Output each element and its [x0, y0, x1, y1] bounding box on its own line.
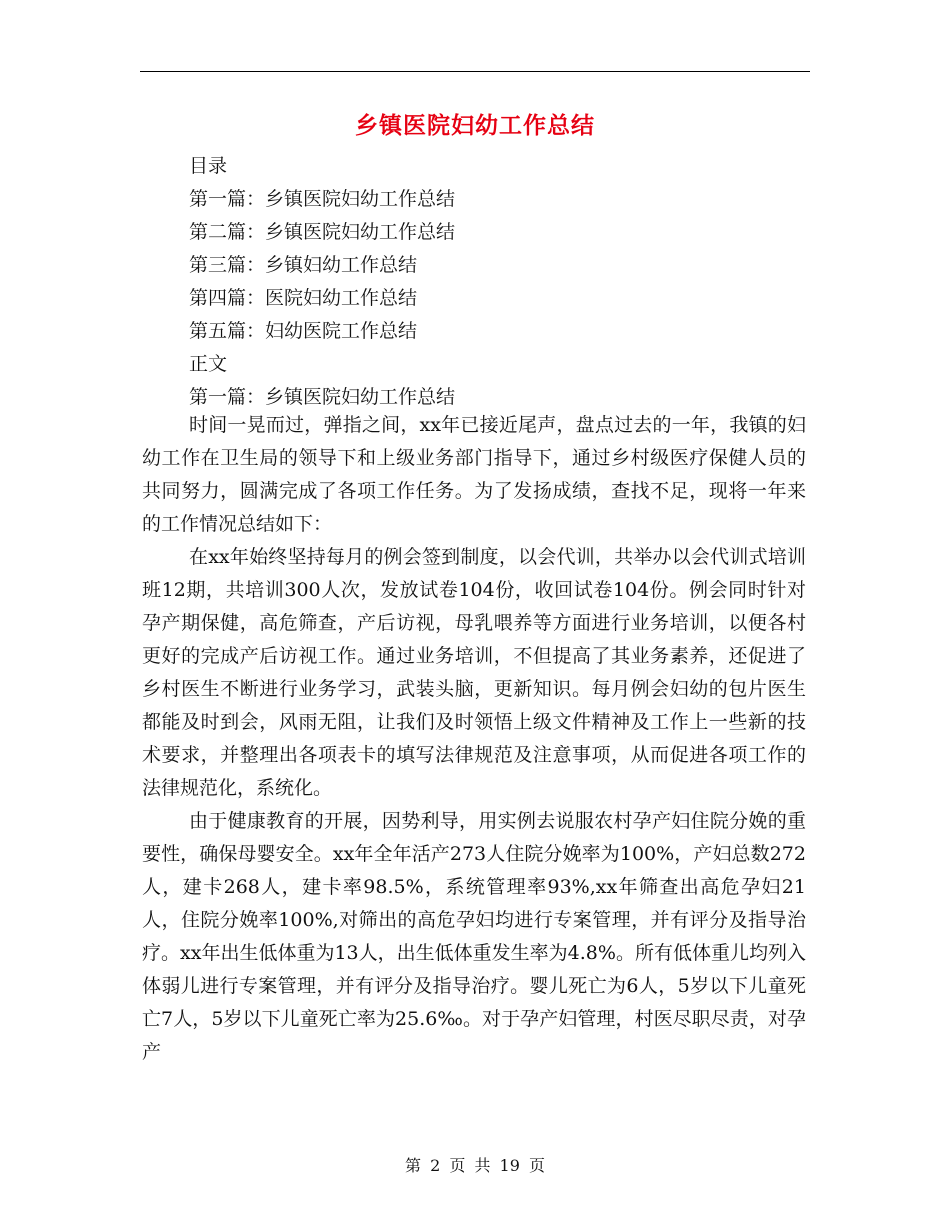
paragraph: 由于健康教育的开展，因势利导，用实例去说服农村孕产妇住院分娩的重要性，确保母婴安全。xx年全年活产273人住院分娩率为100%，产妇总数272人，建卡268人，建卡率98.5%，系统管理率93%,xx年筛查出高危孕妇21人，住院分娩率100%,对筛出的高危孕妇均进行专案管理，并有评分及指导治疗。xx年出生低体重为13人，出生低体重发生率为4.8%。所有低体重儿均列入体弱儿进行专案管理，并有评分及指导治疗。婴儿死亡为6人，5岁以下儿童死亡7人，5岁以下儿童死亡率为25.6‰。对于孕产妇管理，村医尽职尽责，对孕产	[142, 810, 806, 1063]
toc-item: 第三篇：乡镇妇幼工作总结	[189, 254, 418, 276]
page-footer: 第 2 页 共 19 页	[405, 1156, 545, 1175]
paragraph: 时间一晃而过，弹指之间，xx年已接近尾声，盘点过去的一年，我镇的妇幼工作在卫生局的领导下和上级业务部门指导下，通过乡村级医疗保健人员的共同努力，圆满完成了各项工作任务。为了发扬成绩，查找不足，现将一年来的工作情况总结如下：	[142, 414, 806, 535]
header-rule	[140, 71, 810, 72]
paragraph: 在xx年始终坚持每月的例会签到制度，以会代训，共举办以会代训式培训班12期，共培训300人次，发放试卷104份，收回试卷104份。例会同时针对孕产期保健，高危筛查，产后访视，母乳喂养等方面进行业务培训，以便各村更好的完成产后访视工作。通过业务培训，不但提高了其业务素养，还促进了乡村医生不断进行业务学习，武装头脑，更新知识。每月例会妇幼的包片医生都能及时到会，风雨无阻，让我们及时领悟上级文件精神及工作上一些新的技术要求，并整理出各项表卡的填写法律规范及注意事项，从而促进各项工作的法律规范化，系统化。	[142, 546, 806, 799]
toc-heading: 目录	[189, 155, 228, 177]
table-of-contents	[189, 150, 809, 414]
toc-item: 第二篇：乡镇医院妇幼工作总结	[189, 221, 456, 243]
toc-item: 第五篇：妇幼医院工作总结	[189, 320, 418, 342]
toc-item: 第四篇：医院妇幼工作总结	[189, 287, 418, 309]
toc-item: 第一篇：乡镇医院妇幼工作总结	[189, 188, 456, 210]
body-text	[142, 409, 806, 1069]
section-heading: 第一篇：乡镇医院妇幼工作总结	[189, 386, 456, 408]
document-title: 乡镇医院妇幼工作总结	[355, 112, 595, 139]
body-heading: 正文	[189, 353, 228, 375]
